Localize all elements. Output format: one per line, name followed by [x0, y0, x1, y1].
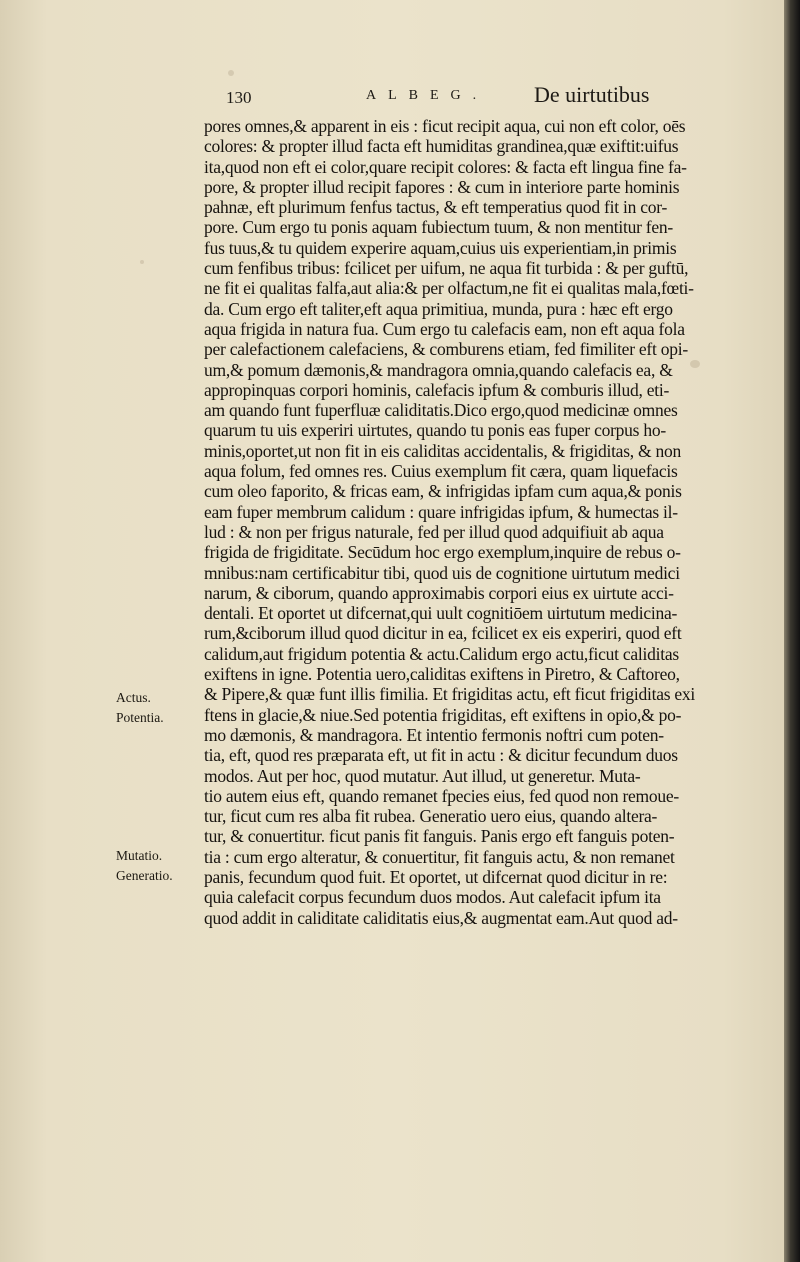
page-edge-shadow [784, 0, 800, 1262]
text-line: ne fit ei qualitas falfa,aut alia:& per olfactum,ne fit ei qualitas mala,fœti- [204, 278, 694, 299]
marginal-notes [0, 0, 200, 1262]
text-line: um,& pomum dæmonis,& mandragora omnia,quando calefacis ea, & [204, 359, 673, 380]
body-text [204, 116, 772, 928]
text-line: mnibus:nam certificabitur tibi, quod uis de cognitione uirtutum medici [204, 562, 680, 583]
paper-stain [228, 70, 234, 76]
text-line: panis, fecundum quod fuit. Et oportet, ut difcernat quod dicitur in re: [204, 866, 668, 887]
text-line: pore. Cum ergo tu ponis aquam fubiectum tuum, & non mentitur fen- [204, 217, 673, 238]
text-line: mo dæmonis, & mandragora. Et intentio fermonis noftri cum poten- [204, 724, 664, 745]
text-line: fus tuus,& tu quidem experire aquam,cuius uis experientiam,in primis [204, 237, 677, 258]
margin-note-generatio: Generatio. [116, 868, 173, 883]
text-line: & Pipere,& quæ funt illis fimilia. Et frigiditas actu, eft ficut frigiditas exi [204, 684, 696, 705]
margin-note-potentia: Potentia. [116, 710, 164, 725]
text-line: eam fuper membrum calidum : quare infrigidas ipfum, & humectas il- [204, 501, 678, 522]
text-line: pore, & propter illud recipit fapores : & cum in interiore parte hominis [204, 176, 680, 197]
text-line: ftens in glacie,& niue.Sed potentia frigiditas, eft exiftens in opio,& po- [204, 704, 682, 725]
text-line: tia, eft, quod res præparata eft, ut fit in actu : & dicitur fecundum duos [204, 745, 678, 766]
text-line: frigida de frigiditate. Secūdum hoc ergo exemplum,inquire de rebus o- [204, 542, 681, 563]
text-line: quarum tu uis experiri uirtutes, quando tu ponis eas fuper corpus ho- [204, 420, 666, 441]
text-line: pahnæ, eft plurimum fenfus tactus, & eft temperatius quod fit in cor- [204, 197, 668, 218]
text-line: colores: & propter illud facta eft humiditas grandinea,quæ exiftit:uifus [204, 136, 679, 157]
text-line: modos. Aut per hoc, quod mutatur. Aut illud, ut generetur. Muta- [204, 765, 641, 786]
text-line: quia calefacit corpus fecundum duos modos. Aut calefacit ipfum ita [204, 887, 661, 908]
text-line: appropinquas corpori hominis, calefacis ipfum & comburis illud, eti- [204, 379, 670, 400]
text-line: dentali. Et oportet ut difcernat,qui uult cognitiōem uirtutum medicina- [204, 603, 678, 624]
text-line: tia : cum ergo alteratur, & conuertitur, fit fanguis actu, & non remanet [204, 846, 675, 867]
text-line: calidum,aut frigidum potentia & actu.Calidum ergo actu,ficut caliditas [204, 643, 679, 664]
text-line: da. Cum ergo eft taliter,eft aqua primitiua, munda, pura : hæc eft ergo [204, 298, 673, 319]
text-line: tur, & conuertitur. ficut panis fit fanguis. Panis ergo eft fanguis poten- [204, 826, 675, 847]
page-header [226, 82, 656, 112]
text-line: tio autem eius eft, quando remanet fpecies eius, fed quod non remoue- [204, 785, 680, 806]
text-line: narum, & ciborum, quando approximabis corpori eius ex uirtute acci- [204, 582, 674, 603]
running-title: De uirtutibus [534, 82, 650, 107]
text-line: cum fenfibus tribus: fcilicet per uifum, ne aqua fit turbida : & per guftū, [204, 258, 689, 279]
text-line: ita,quod non eft ei color,quare recipit colores: & facta eft lingua fine fa- [204, 156, 687, 177]
text-line: cum oleo faporito, & fricas eam, & infrigidas ipfam cum aqua,& ponis [204, 481, 682, 502]
running-head: ALBEG. [366, 88, 489, 103]
margin-note-actus: Actus. [116, 690, 151, 705]
text-line: exiftens in igne. Potentia uero,caliditas exiftens in Piretro, & Caftoreo, [204, 664, 680, 685]
page-number: 130 [226, 88, 252, 107]
text-line: quod addit in caliditate caliditatis eius,& augmentat eam.Aut quod ad- [204, 907, 678, 928]
text-line: pores omnes,& apparent in eis : ficut recipit aqua, cui non eft color, oēs [204, 116, 686, 136]
text-line: aqua frigida in natura fua. Cum ergo tu calefacis eam, non eft aqua fola [204, 318, 685, 339]
text-line: per calefactionem calefaciens, & comburens etiam, fed fimiliter eft opi- [204, 339, 688, 360]
text-line: rum,&ciborum illud quod dicitur in ea, fcilicet ex eis experiri, quod eft [204, 623, 682, 644]
text-line: aqua folum, fed omnes res. Cuius exemplum fit cæra, quam liquefacis [204, 461, 678, 482]
margin-note-mutatio: Mutatio. [116, 848, 163, 863]
text-line: minis,oportet,ut non fit in eis caliditas accidentalis, & frigiditas, & non [204, 440, 681, 461]
text-line: tur, ficut cum res alba fit rubea. Generatio uero eius, quando altera- [204, 806, 658, 827]
text-line: am quando funt fuperfluæ caliditatis.Dico ergo,quod medicinæ omnes [204, 400, 678, 421]
text-line: lud : & non per frigus naturale, fed per illud quod adquifiuit ab aqua [204, 521, 664, 542]
